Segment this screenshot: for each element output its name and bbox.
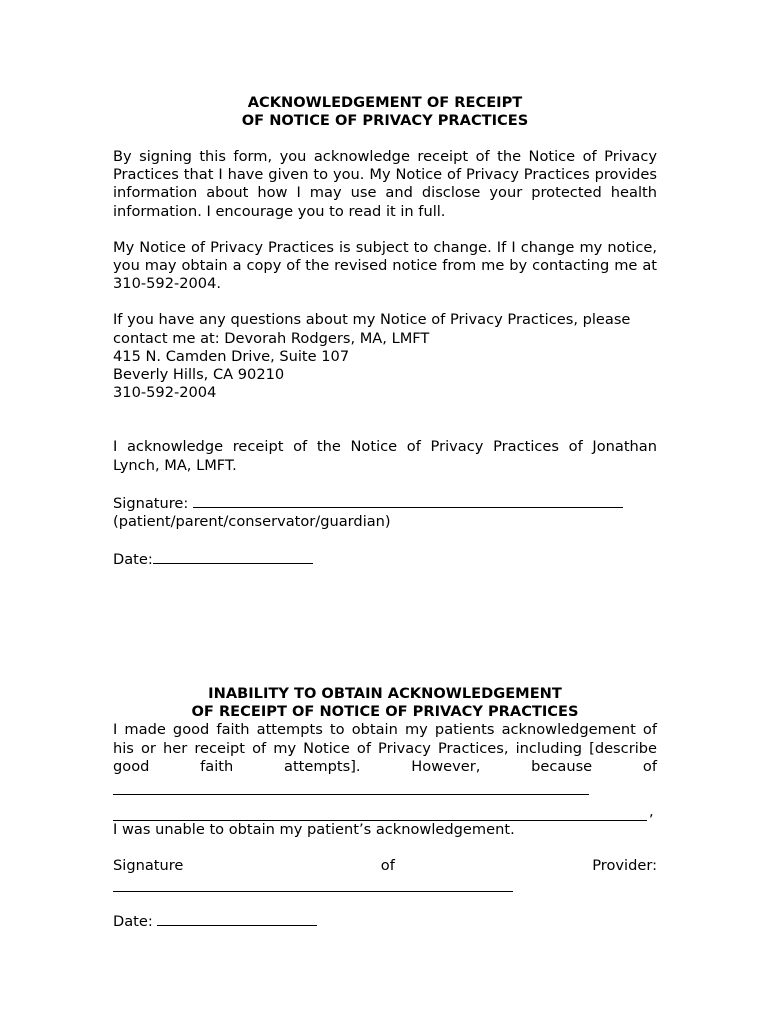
section2-title-line2: OF RECEIPT OF NOTICE OF PRIVACY PRACTICES <box>191 703 579 721</box>
contact-intro: If you have any questions about my Notice of Privacy Practices, please contact me at: Devorah Rodgers, MA, LMFT <box>113 311 631 347</box>
phone-number: 310-592-2004 <box>113 384 217 402</box>
provider-signature-label: Signature of Provider: <box>113 857 657 875</box>
reason-line2-row <box>113 803 657 821</box>
patient-signature-line[interactable] <box>193 493 623 508</box>
date-label: Date: <box>113 551 153 569</box>
contact-paragraph <box>113 311 657 402</box>
provider-date-line[interactable] <box>157 911 317 926</box>
provider-date-block <box>113 911 657 931</box>
patient-signature-block <box>113 493 657 531</box>
patient-date-line[interactable] <box>153 549 313 564</box>
section2-title-line1: INABILITY TO OBTAIN ACKNOWLEDGEMENT <box>208 685 562 703</box>
reason-comma: , <box>649 803 654 821</box>
signature-role: (patient/parent/conservator/guardian) <box>113 513 391 531</box>
change-paragraph: My Notice of Privacy Practices is subject to change. If I change my notice, you may obtain a copy of the revised notice from me by contacting me at 310-592-2004. <box>113 238 657 293</box>
unable-statement: I was unable to obtain my patient’s acknowledgement. <box>113 821 515 839</box>
document-page <box>113 94 657 932</box>
signature-label: Signature: <box>113 494 189 512</box>
acknowledge-statement: I acknowledge receipt of the Notice of Privacy Practices of Jonathan Lynch, MA, LMFT. <box>113 438 657 474</box>
reason-line1-row <box>113 776 657 803</box>
intro-paragraph: By signing this form, you acknowledge receipt of the Notice of Privacy Practices that I have given to you. My Notice of Privacy Practices provides information about how I may use and disclose your protected health information. I encourage you to read it in full. <box>113 148 657 220</box>
form-title-line2: OF NOTICE OF PRIVACY PRACTICES <box>241 112 529 129</box>
provider-date-label: Date: <box>113 913 153 931</box>
reason-line-1[interactable] <box>113 780 589 795</box>
address-line2: Beverly Hills, CA 90210 <box>113 366 285 384</box>
patient-date-block <box>113 549 657 569</box>
address-line1: 415 N. Camden Drive, Suite 107 <box>113 347 350 365</box>
reason-line-2[interactable] <box>113 806 647 821</box>
provider-signature-row <box>113 875 657 893</box>
form-title-line1: ACKNOWLEDGEMENT OF RECEIPT <box>247 94 523 111</box>
good-faith-paragraph: I made good faith attempts to obtain my patients acknowledgement of his or her receipt of my Notice of Privacy Practices, including [describe good faith attempts]. However, because of <box>113 721 657 775</box>
provider-signature-line[interactable] <box>113 877 513 892</box>
